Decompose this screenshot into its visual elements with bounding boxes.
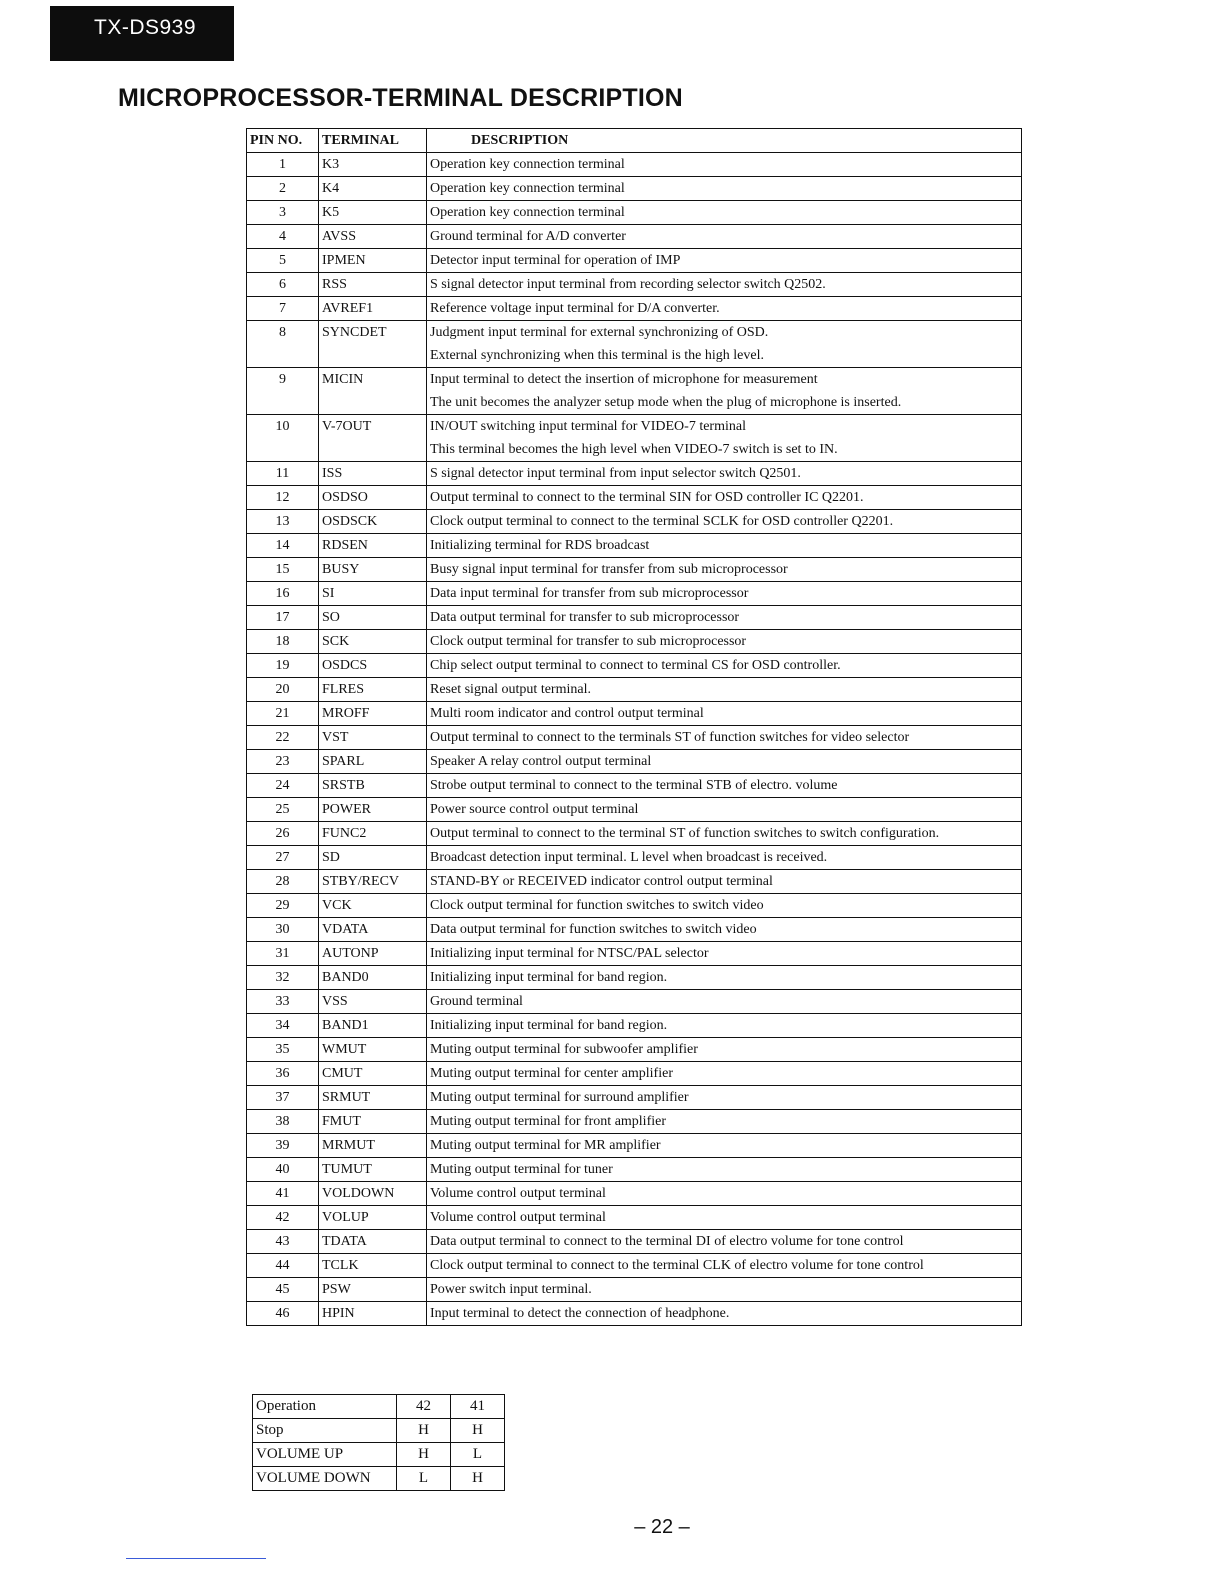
terminal-name: K4 (319, 177, 427, 201)
terminal-name: PSW (319, 1278, 427, 1302)
table-row (247, 918, 1022, 942)
terminal-description: Operation key connection terminal (427, 153, 1022, 177)
terminal-name: TDATA (319, 1230, 427, 1254)
table-row (247, 1158, 1022, 1182)
pin-number: 8 (247, 321, 319, 368)
terminal-description: Input terminal to detect the insertion of microphone for measurement (427, 368, 1022, 392)
terminal-name: SI (319, 582, 427, 606)
pin-number: 29 (247, 894, 319, 918)
terminal-name: VOLUP (319, 1206, 427, 1230)
table-row (247, 798, 1022, 822)
table-row (247, 1230, 1022, 1254)
terminal-description: This terminal becomes the high level when VIDEO-7 switch is set to IN. (427, 438, 1022, 462)
table-row (247, 702, 1022, 726)
terminal-name: K3 (319, 153, 427, 177)
terminal-description: Clock output terminal for function switches to switch video (427, 894, 1022, 918)
table-row (247, 678, 1022, 702)
page-number: – 22 – (634, 1516, 690, 1538)
pin-number: 20 (247, 678, 319, 702)
terminal-description: Muting output terminal for subwoofer amplifier (427, 1038, 1022, 1062)
pin-number: 25 (247, 798, 319, 822)
terminal-description: Operation key connection terminal (427, 201, 1022, 225)
table-row (247, 630, 1022, 654)
terminal-name: BAND0 (319, 966, 427, 990)
table-row (247, 870, 1022, 894)
pin-number: 18 (247, 630, 319, 654)
operation-pin41-level: L (451, 1443, 505, 1467)
pin-number: 41 (247, 1182, 319, 1206)
terminal-name: RSS (319, 273, 427, 297)
terminal-description: S signal detector input terminal from input selector switch Q2501. (427, 462, 1022, 486)
table-row (247, 273, 1022, 297)
terminal-description: Speaker A relay control output terminal (427, 750, 1022, 774)
table-row (247, 1014, 1022, 1038)
table-row (247, 822, 1022, 846)
terminal-name: OSDSO (319, 486, 427, 510)
terminal-name: VDATA (319, 918, 427, 942)
table-row (247, 297, 1022, 321)
operation-row (253, 1467, 505, 1491)
terminal-description: Data output terminal to connect to the terminal DI of electro volume for tone control (427, 1230, 1022, 1254)
pin-number: 27 (247, 846, 319, 870)
table-row (247, 1254, 1022, 1278)
terminal-description: Volume control output terminal (427, 1182, 1022, 1206)
pin-number: 11 (247, 462, 319, 486)
terminal-description: Clock output terminal to connect to the terminal SCLK for OSD controller Q2201. (427, 510, 1022, 534)
terminal-description: STAND-BY or RECEIVED indicator control output terminal (427, 870, 1022, 894)
divider (126, 1558, 266, 1559)
terminal-name: VOLDOWN (319, 1182, 427, 1206)
terminal-name: ISS (319, 462, 427, 486)
operation-pin42-level: H (397, 1419, 451, 1443)
terminal-description: The unit becomes the analyzer setup mode when the plug of microphone is inserted. (427, 391, 1022, 415)
pin-number: 16 (247, 582, 319, 606)
pin-number: 2 (247, 177, 319, 201)
terminal-description: Clock output terminal to connect to the terminal CLK of electro volume for tone control (427, 1254, 1022, 1278)
terminal-name: SRSTB (319, 774, 427, 798)
pin-number: 32 (247, 966, 319, 990)
terminal-description: Power switch input terminal. (427, 1278, 1022, 1302)
table-row (247, 990, 1022, 1014)
table-row (247, 153, 1022, 177)
pin-number: 7 (247, 297, 319, 321)
terminal-description: Power source control output terminal (427, 798, 1022, 822)
pin-number: 34 (247, 1014, 319, 1038)
terminal-name: OSDSCK (319, 510, 427, 534)
terminal-description: Muting output terminal for surround amplifier (427, 1086, 1022, 1110)
terminal-description: Reference voltage input terminal for D/A converter. (427, 297, 1022, 321)
pin-number: 1 (247, 153, 319, 177)
terminal-description: Muting output terminal for center amplifier (427, 1062, 1022, 1086)
terminal-description: Muting output terminal for MR amplifier (427, 1134, 1022, 1158)
terminal-description: Output terminal to connect to the terminal SIN for OSD controller IC Q2201. (427, 486, 1022, 510)
terminal-description: Ground terminal (427, 990, 1022, 1014)
pin-number: 15 (247, 558, 319, 582)
pin-number: 22 (247, 726, 319, 750)
pin-number: 37 (247, 1086, 319, 1110)
terminal-name: AVREF1 (319, 297, 427, 321)
terminal-description: Initializing input terminal for NTSC/PAL selector (427, 942, 1022, 966)
terminal-description: Output terminal to connect to the terminals ST of function switches for video selector (427, 726, 1022, 750)
table-row (247, 510, 1022, 534)
terminal-description: Chip select output terminal to connect to terminal CS for OSD controller. (427, 654, 1022, 678)
table-row (247, 225, 1022, 249)
table-row (247, 534, 1022, 558)
terminal-description-table (246, 128, 1022, 1326)
terminal-rows (247, 153, 1022, 1326)
operation-header-pin42: 42 (397, 1395, 451, 1419)
table-row (247, 846, 1022, 870)
terminal-description: Initializing input terminal for band region. (427, 966, 1022, 990)
page-title: MICROPROCESSOR-TERMINAL DESCRIPTION (118, 84, 683, 112)
table-row (247, 606, 1022, 630)
pin-number: 13 (247, 510, 319, 534)
pin-number: 31 (247, 942, 319, 966)
terminal-name: SCK (319, 630, 427, 654)
terminal-description: Data output terminal for function switches to switch video (427, 918, 1022, 942)
terminal-name: WMUT (319, 1038, 427, 1062)
terminal-name: IPMEN (319, 249, 427, 273)
terminal-description: Ground terminal for A/D converter (427, 225, 1022, 249)
terminal-name: OSDCS (319, 654, 427, 678)
pin-number: 46 (247, 1302, 319, 1326)
header-description: DESCRIPTION (427, 129, 1022, 153)
terminal-name: VSS (319, 990, 427, 1014)
table-row (247, 942, 1022, 966)
table-row (247, 1086, 1022, 1110)
terminal-name: V-7OUT (319, 415, 427, 462)
terminal-description: Reset signal output terminal. (427, 678, 1022, 702)
terminal-description: Strobe output terminal to connect to the terminal STB of electro. volume (427, 774, 1022, 798)
terminal-name: TCLK (319, 1254, 427, 1278)
terminal-name: TUMUT (319, 1158, 427, 1182)
pin-number: 12 (247, 486, 319, 510)
operation-header-row (253, 1395, 505, 1419)
pin-number: 3 (247, 201, 319, 225)
operation-pin41-level: H (451, 1419, 505, 1443)
pin-number: 28 (247, 870, 319, 894)
pin-number: 9 (247, 368, 319, 415)
table-row (247, 1206, 1022, 1230)
operation-row (253, 1443, 505, 1467)
terminal-name: VST (319, 726, 427, 750)
table-row (247, 966, 1022, 990)
terminal-description: Busy signal input terminal for transfer from sub microprocessor (427, 558, 1022, 582)
terminal-name: MROFF (319, 702, 427, 726)
table-row (247, 1038, 1022, 1062)
table-row (247, 582, 1022, 606)
pin-number: 42 (247, 1206, 319, 1230)
terminal-name: STBY/RECV (319, 870, 427, 894)
operation-name: VOLUME DOWN (253, 1467, 397, 1491)
pin-number: 43 (247, 1230, 319, 1254)
table-header-row (247, 129, 1022, 153)
table-row (247, 462, 1022, 486)
pin-number: 6 (247, 273, 319, 297)
table-row (247, 1110, 1022, 1134)
terminal-description: Initializing input terminal for band region. (427, 1014, 1022, 1038)
table-row (247, 654, 1022, 678)
terminal-name: AUTONP (319, 942, 427, 966)
terminal-name: FUNC2 (319, 822, 427, 846)
operation-pin42-level: L (397, 1467, 451, 1491)
table-row (247, 1062, 1022, 1086)
terminal-description: Data input terminal for transfer from sub microprocessor (427, 582, 1022, 606)
pin-number: 39 (247, 1134, 319, 1158)
table-row (247, 894, 1022, 918)
terminal-description: Multi room indicator and control output terminal (427, 702, 1022, 726)
pin-number: 26 (247, 822, 319, 846)
terminal-name: SPARL (319, 750, 427, 774)
pin-number: 17 (247, 606, 319, 630)
terminal-description: Data output terminal for transfer to sub microprocessor (427, 606, 1022, 630)
pin-number: 14 (247, 534, 319, 558)
table-row (247, 177, 1022, 201)
pin-number: 30 (247, 918, 319, 942)
terminal-name: BAND1 (319, 1014, 427, 1038)
table-row (247, 726, 1022, 750)
model-label: TX-DS939 (50, 6, 234, 61)
pin-number: 23 (247, 750, 319, 774)
terminal-name: FLRES (319, 678, 427, 702)
terminal-name: SYNCDET (319, 321, 427, 368)
terminal-description: Input terminal to detect the connection of headphone. (427, 1302, 1022, 1326)
terminal-description: Broadcast detection input terminal. L level when broadcast is received. (427, 846, 1022, 870)
terminal-name: VCK (319, 894, 427, 918)
terminal-name: POWER (319, 798, 427, 822)
terminal-name: RDSEN (319, 534, 427, 558)
terminal-description: Volume control output terminal (427, 1206, 1022, 1230)
terminal-description: Detector input terminal for operation of IMP (427, 249, 1022, 273)
terminal-description: Operation key connection terminal (427, 177, 1022, 201)
terminal-description: IN/OUT switching input terminal for VIDEO-7 terminal (427, 415, 1022, 439)
pin-number: 36 (247, 1062, 319, 1086)
table-row (247, 558, 1022, 582)
terminal-description: External synchronizing when this terminal is the high level. (427, 344, 1022, 368)
pin-number: 21 (247, 702, 319, 726)
terminal-name: CMUT (319, 1062, 427, 1086)
operation-header-label: Operation (253, 1395, 397, 1419)
terminal-name: MICIN (319, 368, 427, 415)
table-row (247, 368, 1022, 392)
pin-number: 19 (247, 654, 319, 678)
pin-number: 38 (247, 1110, 319, 1134)
table-row (247, 750, 1022, 774)
header-pin-no: PIN NO. (247, 129, 319, 153)
operation-name: Stop (253, 1419, 397, 1443)
header-terminal: TERMINAL (319, 129, 427, 153)
pin-number: 44 (247, 1254, 319, 1278)
table-row (247, 774, 1022, 798)
terminal-description: Muting output terminal for tuner (427, 1158, 1022, 1182)
terminal-name: K5 (319, 201, 427, 225)
operation-header-pin41: 41 (451, 1395, 505, 1419)
terminal-description: Muting output terminal for front amplifier (427, 1110, 1022, 1134)
table-row (247, 415, 1022, 439)
pin-number: 4 (247, 225, 319, 249)
operation-pin42-level: H (397, 1443, 451, 1467)
table-row (247, 486, 1022, 510)
operation-table (252, 1394, 505, 1491)
terminal-name: FMUT (319, 1110, 427, 1134)
table-row (247, 1278, 1022, 1302)
pin-number: 45 (247, 1278, 319, 1302)
pin-number: 35 (247, 1038, 319, 1062)
operation-pin41-level: H (451, 1467, 505, 1491)
table-row (247, 201, 1022, 225)
operation-name: VOLUME UP (253, 1443, 397, 1467)
operation-row (253, 1419, 505, 1443)
table-row (247, 321, 1022, 345)
terminal-name: SD (319, 846, 427, 870)
terminal-description: S signal detector input terminal from recording selector switch Q2502. (427, 273, 1022, 297)
terminal-name: SRMUT (319, 1086, 427, 1110)
terminal-description: Initializing terminal for RDS broadcast (427, 534, 1022, 558)
terminal-name: AVSS (319, 225, 427, 249)
table-row (247, 1134, 1022, 1158)
pin-number: 40 (247, 1158, 319, 1182)
pin-number: 10 (247, 415, 319, 462)
terminal-name: HPIN (319, 1302, 427, 1326)
table-row (247, 1302, 1022, 1326)
terminal-name: BUSY (319, 558, 427, 582)
pin-number: 5 (247, 249, 319, 273)
pin-number: 24 (247, 774, 319, 798)
table-row (247, 1182, 1022, 1206)
terminal-description: Output terminal to connect to the terminal ST of function switches to switch configuration. (427, 822, 1022, 846)
terminal-name: MRMUT (319, 1134, 427, 1158)
terminal-name: SO (319, 606, 427, 630)
terminal-description: Clock output terminal for transfer to sub microprocessor (427, 630, 1022, 654)
table-row (247, 249, 1022, 273)
terminal-description: Judgment input terminal for external synchronizing of OSD. (427, 321, 1022, 345)
pin-number: 33 (247, 990, 319, 1014)
